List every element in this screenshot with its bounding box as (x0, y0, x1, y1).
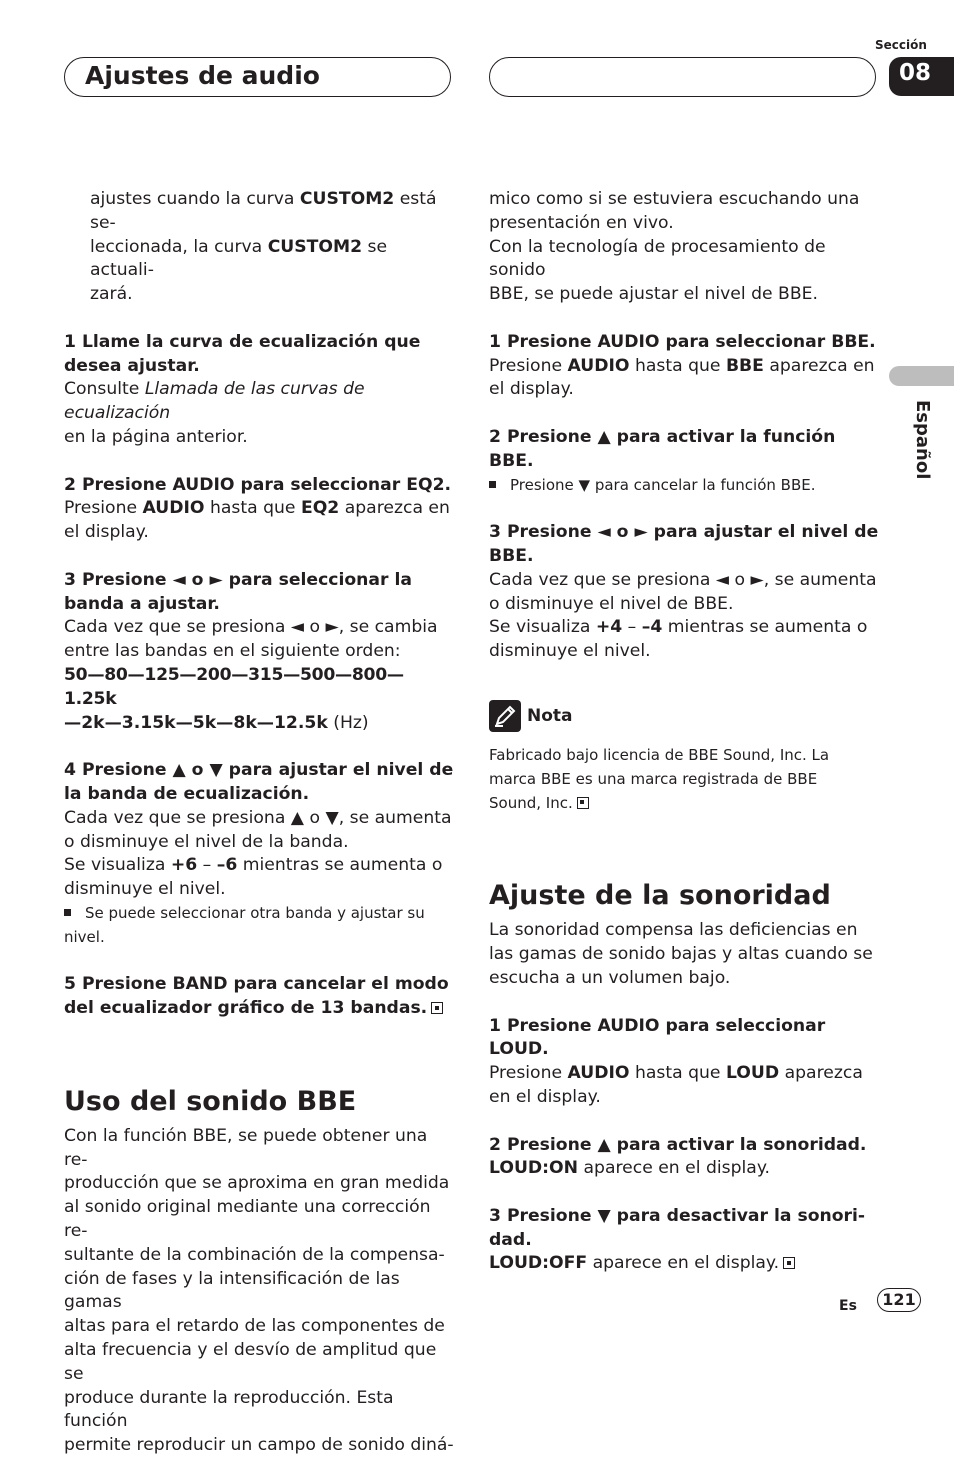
step-4-title-cont: la banda de ecualización. (64, 783, 310, 804)
step-5-title: 5 Presione BAND para cancelar el modo (64, 974, 449, 995)
end-mark-icon (431, 1002, 443, 1014)
intro-text (64, 188, 454, 307)
text: al sonido original mediante una corrección re- (64, 1197, 431, 1242)
text: aparece en el display. (578, 1158, 771, 1179)
step-1-title-cont: desea ajustar. (64, 355, 200, 376)
text: Presione (64, 498, 143, 519)
text: La sonoridad compensa las deficiencias en (489, 920, 858, 941)
text: Fabricado bajo licencia de BBE Sound, Inc. La (489, 745, 830, 764)
loud-step-3-title-cont: dad. (489, 1229, 532, 1250)
text: Se visualiza (489, 617, 596, 638)
text: aparece en el display. (587, 1253, 780, 1274)
note-body (489, 744, 879, 815)
text: aparezca en (763, 355, 875, 376)
right-column (489, 188, 879, 1276)
end-mark-icon (783, 1257, 795, 1269)
text: en la página anterior. (64, 426, 248, 447)
note-title: Nota (527, 705, 573, 726)
header-empty-pill (489, 57, 876, 97)
pencil-note-icon (489, 700, 521, 732)
text: Con la tecnología de procesamiento de sonido (489, 236, 826, 281)
text: mientras se aumenta o (662, 617, 868, 638)
text: Cada vez que se presiona ◄ o ►, se aumenta (489, 569, 877, 590)
text: se actuali- (90, 236, 388, 281)
text: LOUD:OFF (489, 1253, 588, 1274)
loud-step-1-title: 1 Presione AUDIO para seleccionar LOUD. (489, 1015, 826, 1060)
section-label: Sección (875, 38, 927, 52)
text: hasta que (629, 355, 726, 376)
text: Se visualiza (64, 855, 171, 876)
loudness-paragraph (489, 919, 879, 990)
text: –4 (641, 617, 663, 638)
text: Presione (489, 355, 568, 376)
text: – (622, 617, 642, 638)
text: +6 (170, 855, 198, 876)
text: está se- (90, 189, 437, 233)
step-3-title: 3 Presione ◄ o ► para seleccionar la (64, 569, 412, 590)
section-heading-loudness: Ajuste de la sonoridad (489, 880, 831, 912)
text: LOUD:ON (489, 1158, 579, 1179)
section-number-badge: 08 (889, 57, 954, 96)
note-text: Presione ▼ para cancelar la función BBE. (510, 475, 816, 494)
text: o disminuye el nivel de la banda. (64, 831, 349, 852)
text: AUDIO (142, 498, 205, 519)
text: disminuye el nivel. (64, 879, 226, 900)
end-mark-icon (577, 797, 589, 809)
text: Cada vez que se presiona ▲ o ▼, se aumenta (64, 807, 452, 828)
text: alta frecuencia y el desvío de amplitud que se (64, 1340, 437, 1384)
bbe-step-3-title: 3 Presione ◄ o ► para ajustar el nivel de (489, 522, 879, 543)
step-4-title: 4 Presione ▲ o ▼ para ajustar el nivel de (64, 760, 454, 781)
text: Sound, Inc. (489, 793, 573, 812)
text: mico como si se estuviera escuchando una (489, 189, 860, 209)
text: o disminuye el nivel de BBE. (489, 593, 734, 614)
loud-step-3-title: 3 Presione ▼ para desactivar la sonori- (489, 1205, 866, 1226)
bbe-paragraph (64, 1125, 454, 1458)
text: disminuye el nivel. (489, 641, 651, 662)
text: escucha a un volumen bajo. (489, 967, 731, 988)
text: produce durante la reproducción. Esta función (64, 1387, 394, 1432)
text: LOUD (725, 1063, 780, 1084)
text: Con la función BBE, se puede obtener una re- (64, 1125, 428, 1170)
text: EQ2 (300, 498, 340, 519)
text: zará. (90, 284, 133, 305)
section-heading-bbe: Uso del sonido BBE (64, 1085, 357, 1117)
text: ajustes cuando la curva (90, 189, 300, 209)
text: en el display. (489, 1086, 601, 1107)
text: permite reproducir un campo de sonido diná- (64, 1435, 454, 1456)
text: BBE (725, 355, 764, 376)
text: el display. (489, 379, 574, 400)
bbe-step-3-title-cont: BBE. (489, 545, 534, 566)
text: altas para el retardo de las componentes de (64, 1316, 445, 1337)
bullet-icon (64, 909, 71, 916)
text: +4 (595, 617, 623, 638)
text: hasta que (629, 1063, 726, 1084)
step-5-title-cont: del ecualizador gráfico de 13 bandas. (64, 998, 428, 1019)
text: producción que se aproxima en gran medida (64, 1173, 450, 1194)
text: marca BBE es una marca registrada de BBE (489, 769, 818, 788)
note-text: nivel. (64, 927, 105, 946)
text: mientras se aumenta o (237, 855, 443, 876)
text: ción de fases y la intensificación de las gamas (64, 1268, 400, 1313)
text: aparezca (779, 1063, 863, 1084)
text: sultante de la combinación de la compensa- (64, 1244, 445, 1265)
page-number: 121 (877, 1288, 921, 1312)
text: las gamas de sonido bajas y altas cuando se (489, 944, 873, 965)
header-title-pill (64, 57, 451, 97)
text: CUSTOM2 (267, 236, 363, 257)
text: Cada vez que se presiona ◄ o ►, se cambia (64, 617, 438, 638)
text: (Hz) (327, 712, 369, 733)
language-label: Español (912, 400, 933, 480)
text: CUSTOM2 (299, 189, 395, 209)
text: AUDIO (567, 1063, 630, 1084)
text: hasta que (204, 498, 301, 519)
note-header (489, 698, 879, 734)
step-1-title: 1 Llame la curva de ecualización que (64, 331, 421, 352)
footer-lang-code: Es (839, 1298, 857, 1314)
bbe-step-1-title: 1 Presione AUDIO para seleccionar BBE. (489, 331, 876, 352)
step-3-title-cont: banda a ajustar. (64, 593, 220, 614)
page-title: Ajustes de audio (85, 61, 320, 90)
text: Llamada de las curvas de ecualización (64, 379, 365, 424)
text: –6 (216, 855, 238, 876)
band-list: 50—80—125—200—315—500—800—1.25k (64, 664, 404, 709)
text: entre las bandas en el siguiente orden: (64, 641, 401, 662)
loud-step-2-title: 2 Presione ▲ para activar la sonoridad. (489, 1134, 867, 1155)
text: Presione (489, 1063, 568, 1084)
text: leccionada, la curva (90, 236, 268, 257)
text: aparezca en (339, 498, 450, 519)
text: Consulte (64, 379, 145, 400)
text: BBE, se puede ajustar el nivel de BBE. (489, 284, 818, 305)
text: presentación en vivo. (489, 212, 674, 233)
text: el display. (64, 522, 149, 543)
bbe-step-2-title: 2 Presione ▲ para activar la función BBE. (489, 426, 836, 471)
band-list-cont: —2k—3.15k—5k—8k—12.5k (64, 712, 328, 733)
text: AUDIO (567, 355, 630, 376)
step-2-title: 2 Presione AUDIO para seleccionar EQ2. (64, 474, 452, 495)
left-column (64, 188, 454, 1458)
text: – (197, 855, 217, 876)
bullet-icon (489, 481, 496, 488)
note-text: Se puede seleccionar otra banda y ajustar su (85, 903, 425, 922)
language-tab (889, 366, 954, 386)
